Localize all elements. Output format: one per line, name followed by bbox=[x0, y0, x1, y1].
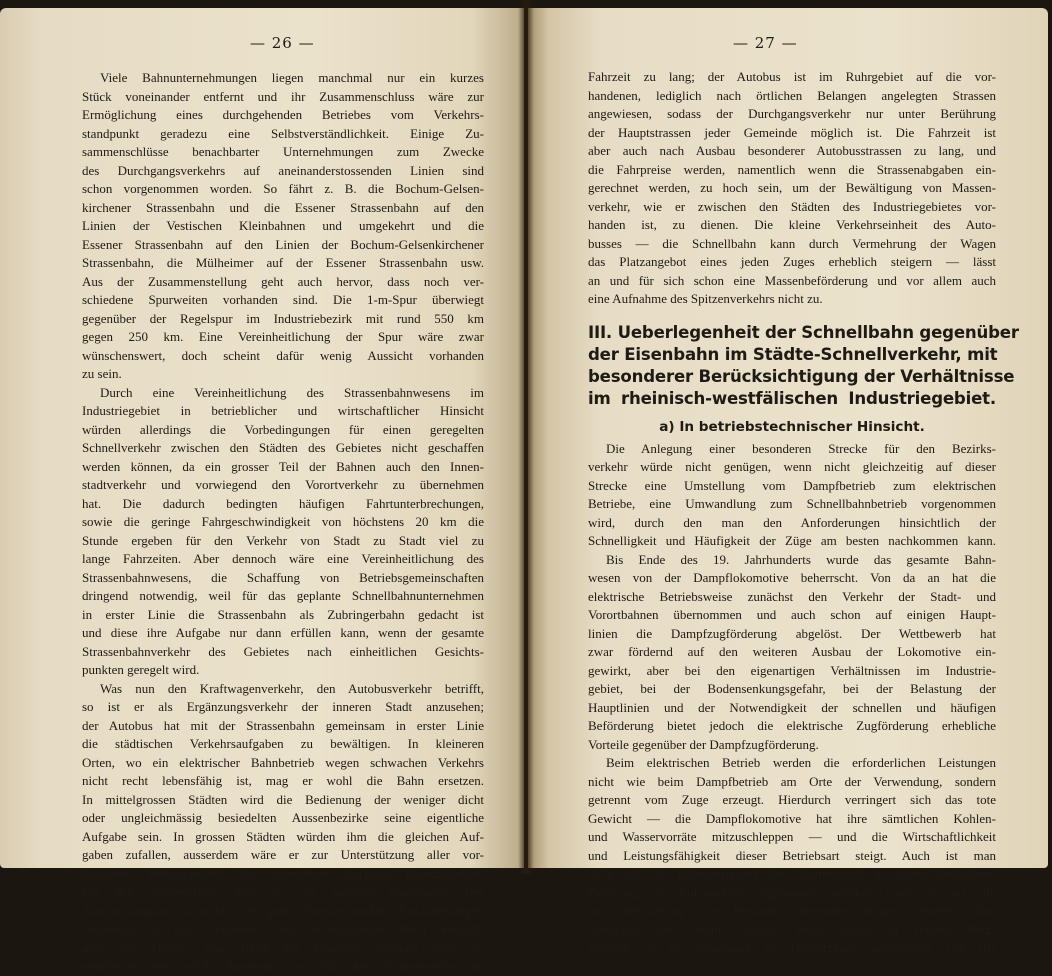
text-line: standpunkt geradezu eine Selbstverständlichkeit. Einige Zu- bbox=[82, 125, 484, 141]
text-line: Verhältnis von totem Gewicht eines Zuges zu seinem Nutz- bbox=[588, 921, 996, 937]
text-line: nicht auf die Konzentrierung der Antriebskraft in einem besonderen bbox=[588, 866, 996, 881]
text-line: gerechnet werden, zu hoch sein, um der Bewältigung von Massen- bbox=[588, 180, 996, 195]
text-line: Schnelligkeit und Häufigkeit der Züge am besten nachkommen kann. bbox=[588, 533, 996, 548]
text-line: linien die Dampfzugförderung abgelöst. Der Wettbewerb hat bbox=[588, 625, 996, 641]
text-line: verkehr, wie er zwischen den Städten des Industriegebietes vor- bbox=[588, 198, 996, 214]
text-line: Strassenbahn, die Mülheimer auf der Essener Strassenbahn usw. bbox=[82, 255, 484, 270]
book-gutter bbox=[518, 0, 534, 874]
text-line: kirchener Strassenbahn und die Essener Strassenbahn auf den bbox=[82, 199, 484, 215]
text-line: dringend notwendig, weil für das geplante Schnellbahnunternehmen bbox=[82, 588, 484, 603]
text-line: Vorortbahnen übernommen und auch schon auf einigen Haupt- bbox=[588, 607, 996, 622]
text-line: Bis Ende des 19. Jahrhunderts wurde das gesamte Bahn- bbox=[606, 551, 996, 567]
text-line: verkehr würde nicht genügen, wenn nicht gleichzeitig auf dieser bbox=[588, 459, 996, 474]
text-line: schon vorgenommen worden. So fährt z. B. die Bochum-Gelsen- bbox=[82, 181, 484, 196]
text-line: so ist er als Ergänzungsverkehr der inneren Stadt anzusehen; bbox=[82, 699, 484, 714]
text-line: empfehlen sein wird. Ausserdem ist für den Städteverkehr die bbox=[82, 958, 484, 973]
text-line: oder ungleichmässig besiedelten Aussenbezirke seine eigentliche bbox=[82, 810, 484, 825]
text-line: Linien der Vestischen Kleinbahnen und umgekehrt und die bbox=[82, 218, 484, 233]
text-line: Aus der Zusammenstellung geht auch hervor, dass noch ver- bbox=[82, 273, 484, 289]
text-line: Beförderung bietet jedoch die elektrische Zugförderung erhebliche bbox=[588, 718, 996, 733]
text-line: handenen Verkehrsmittel bei besonderen Anlässen heranzuziehen. bbox=[82, 865, 484, 881]
text-line: nicht recht lebensfähig ist, mag er wohl die Bahn ersetzen. bbox=[82, 773, 484, 788]
text-line: handen ist, zu dienen. Die kleine Verkehrseinheit des Auto- bbox=[588, 217, 996, 232]
right-page-body bbox=[588, 68, 1019, 958]
text-line: Vorteile gegenüber der Dampfzugförderung. bbox=[588, 736, 819, 752]
text-line: Hauptlinien und der Notwendigkeit der schnellen und häufigen bbox=[588, 699, 996, 715]
text-line: lange Fahrzeiten. Aber dennoch wäre eine Vereinheitlichung des bbox=[82, 551, 484, 566]
text-line: und diese ihre Aufgabe nur dann erfüllen kann, wenn der gesamte bbox=[82, 625, 484, 640]
text-line: gebiet, bei der Bodensenkungsgefahr, bei der Belastung der bbox=[588, 681, 996, 696]
text-line: Fahrzeug, der Lokomotive, angewiesen, sondern kann sie auf alle bbox=[588, 884, 996, 900]
text-line: Beim elektrischen Betrieb werden die erforderlichen Leistungen bbox=[606, 755, 996, 770]
text-line: ausgesetzt, so dass, abgesehen von Belästigungen durch Auspuff- bbox=[82, 921, 484, 936]
text-line: handenen, lediglich nach örtlichen Belangen angelegten Strassen bbox=[588, 87, 996, 103]
heading-line: im rheinisch-westfälischen Industriegebiet. bbox=[588, 388, 996, 408]
text-line: Strassenbahnwesens, die Schaffung von Betriebsgemeinschaften bbox=[82, 569, 484, 585]
text-line: Fahrzeit zu lang; der Autobus ist im Ruhrgebiet auf die vor- bbox=[588, 69, 996, 84]
text-line: busses — die Schnellbahn kann durch Vermehrung der Wagen bbox=[588, 235, 996, 251]
text-line: zwar fördernd auf den weiteren Ausbau der Lokomotive ein- bbox=[588, 644, 996, 659]
text-line: schiedene Spurweiten vorhanden sind. Die 1-m-Spur überwiegt bbox=[82, 292, 484, 307]
page-number-left: — 26 — bbox=[250, 34, 315, 52]
text-line: punkten geregelt wird. bbox=[82, 662, 200, 677]
page-number-right: — 27 — bbox=[733, 34, 798, 52]
text-line: nicht wie beim Dampfbetrieb am Orte der Verwendung, sondern bbox=[588, 773, 996, 789]
text-line: Aufgabe sein. In grossen Städten würden ihm die gleichen Auf- bbox=[82, 828, 484, 844]
right-page bbox=[528, 8, 1048, 955]
text-line: in erster Linie die Strassenbahn als Zubringerbahn gedacht ist bbox=[82, 606, 484, 622]
text-line: Strassenbahnverkehr des Gebietes nach einheitlichen Gesichts- bbox=[82, 643, 484, 659]
right-page-top-paragraph bbox=[588, 68, 996, 309]
text-line: Was nun den Kraftwagenverkehr, den Autobusverkehr betrifft, bbox=[100, 680, 484, 696]
text-line: des Durchgangsverkehrs auf aneinanderstossenden Linien sind bbox=[82, 162, 484, 178]
text-line: gaben zufallen, ausserdem wäre er zur Unterstützung aller vor- bbox=[82, 847, 484, 862]
text-line: Strecke eine Umstellung vom Dampfbetrieb zum elektrischen bbox=[588, 477, 996, 493]
text-line: die städtischen Verkehrsaufgaben zu bewältigen. In kleineren bbox=[82, 736, 484, 751]
text-line: In mittelgrossen Städten wird die Bedienung der weniger dicht bbox=[82, 791, 484, 807]
text-line: zur Beförderung von Personen dienenden Wagen verteilen. Das bbox=[588, 903, 996, 918]
text-line: Orten, wo ein elektrischer Bahnbetrieb wegen schwachen Verkehrs bbox=[82, 754, 484, 770]
heading-line: der Eisenbahn im Städte-Schnellverkehr, mit bbox=[588, 344, 998, 364]
text-line: Ermöglichung eines durchgehenden Betriebes vom Verkehrs- bbox=[82, 107, 484, 122]
text-line: Essener Strassenbahn auf den Linien der Bochum-Gelsenkirchener bbox=[82, 236, 484, 252]
text-line: gegen 250 km. Eine Vereinheitlichung der Spur wäre zwar bbox=[82, 329, 484, 344]
text-line: der Hauptstrassen jeder Gemeinde möglich ist. Die Fahrzeit ist bbox=[588, 124, 996, 140]
text-line: der Autobus hat mit der Strassenbahn gemeinsam in erster Linie bbox=[82, 717, 484, 733]
heading-line: besonderer Berücksichtigung der Verhältnisse bbox=[588, 366, 1015, 386]
text-line: und Wasservorräte mitzuschleppen — und die Wirtschaftlichkeit bbox=[588, 829, 996, 844]
text-line: gegenüber der Regelspur im Industriebezirk mit rund 550 km bbox=[82, 310, 484, 326]
right-page-bottom-paragraphs bbox=[588, 440, 996, 958]
text-line: wesen von der Dampflokomotive beherrscht. Von da an hat die bbox=[588, 570, 996, 585]
text-line: an und für sich schon eine Massenbeförderung und vor allem auch bbox=[588, 272, 996, 288]
text-line: gewicht ist im Gegensatz zu Dampfzügen unabhängig von der bbox=[588, 940, 996, 955]
text-line: getrennt vom Zuge erzeugt. Hierdurch verringert sich das tote bbox=[588, 792, 996, 807]
text-line: wird, durch den man den Anforderungen hinsichtlich der bbox=[588, 514, 996, 530]
heading-line: III. Ueberlegenheit der Schnellbahn gegenüber bbox=[588, 322, 1019, 342]
text-line: Schnellverkehr zwischen den Städten des Gebietes nicht geschaffen bbox=[82, 440, 484, 455]
text-line: wünschenswert, doch scheint dafür wenig Aussicht vorhanden bbox=[82, 347, 484, 363]
text-line: Stunde ergeben für den Verkehr von Stadt zu Stadt viel zu bbox=[82, 532, 484, 548]
text-line: gase des Motors, eine Reise auf längeren Strecken nicht zu bbox=[82, 939, 484, 955]
text-line: sammenschlüsse benachbarter Unternehmungen zum Zwecke bbox=[82, 144, 484, 159]
text-line: würden allerdings die Vorbedingungen für einen geregelten bbox=[82, 421, 484, 437]
text-line: Betriebe, eine Umwandlung zum Schnellbahnbetrieb vorgenommen bbox=[588, 496, 996, 511]
text-line: Autobusfahrgast ist selbst bei guter Strasse starken Erschütterungen bbox=[82, 902, 484, 918]
text-line: Durch eine Vereinheitlichung des Strassenbahnwesens im bbox=[100, 384, 484, 400]
text-line: sowie die geringe Fahrgeschwindigkeit von höchstens 20 km die bbox=[82, 514, 484, 529]
text-line: angewiesen, sodass der Durchgangsverkehr nur unter Berührung bbox=[588, 106, 996, 121]
text-line: elektrische Betriebsweise zunächst den Verkehr der Stadt- und bbox=[588, 588, 996, 604]
text-line: aber auch nach Ausbau besonderer Autobusstrassen zu lang, und bbox=[588, 143, 996, 158]
left-page bbox=[0, 8, 524, 973]
text-line: zu sein. bbox=[82, 366, 122, 381]
chapter-heading bbox=[588, 322, 1019, 410]
text-line: die Fahrpreise werden, namentlich wenn die Strassenabgaben ein- bbox=[588, 161, 996, 177]
text-line: stadtverkehr und vorwiegend den Vorortverkehr zu übernehmen bbox=[82, 477, 484, 492]
text-line: hat. Die dadurch bedingten häufigen Fahrtunterbrechungen, bbox=[82, 495, 484, 511]
text-line: Stück voneinander entfernt und ihr Zusammenschluss wäre zur bbox=[82, 88, 484, 104]
text-line: gewirkt, aber bei den eigenartigen Verhältnissen im Industrie- bbox=[588, 662, 996, 678]
text-line: Gewicht — die Dampflokomotive hat ihre sämtlichen Kohlen- bbox=[588, 810, 996, 826]
section-subheading: a) In betriebstechnischer Hinsicht. bbox=[659, 418, 925, 435]
text-line: werden können, da ein grosser Teil der Bahnen auch den Innen- bbox=[82, 458, 484, 474]
text-line: eine Aufnahme des Spitzenverkehrs nicht zu. bbox=[588, 291, 823, 306]
text-line: Industriegebiet in betrieblicher und wirtschaftlicher Hinsicht bbox=[82, 403, 484, 418]
text-line: und Leistungsfähigkeit dieser Betriebsart steigt. Auch ist man bbox=[588, 847, 996, 863]
left-page-body bbox=[82, 69, 484, 976]
text-line: Viele Bahnunternehmungen liegen manchmal nur ein kurzes bbox=[100, 70, 484, 85]
text-line: das Platzangebot eines jeden Zuges erheblich steigern — lässt bbox=[588, 254, 996, 269]
text-line: Für den Städteverkehr aber ist der Autobus ungeeignet. Der bbox=[82, 884, 484, 899]
text-line: Die Anlegung einer besonderen Strecke für den Bezirks- bbox=[606, 440, 996, 456]
